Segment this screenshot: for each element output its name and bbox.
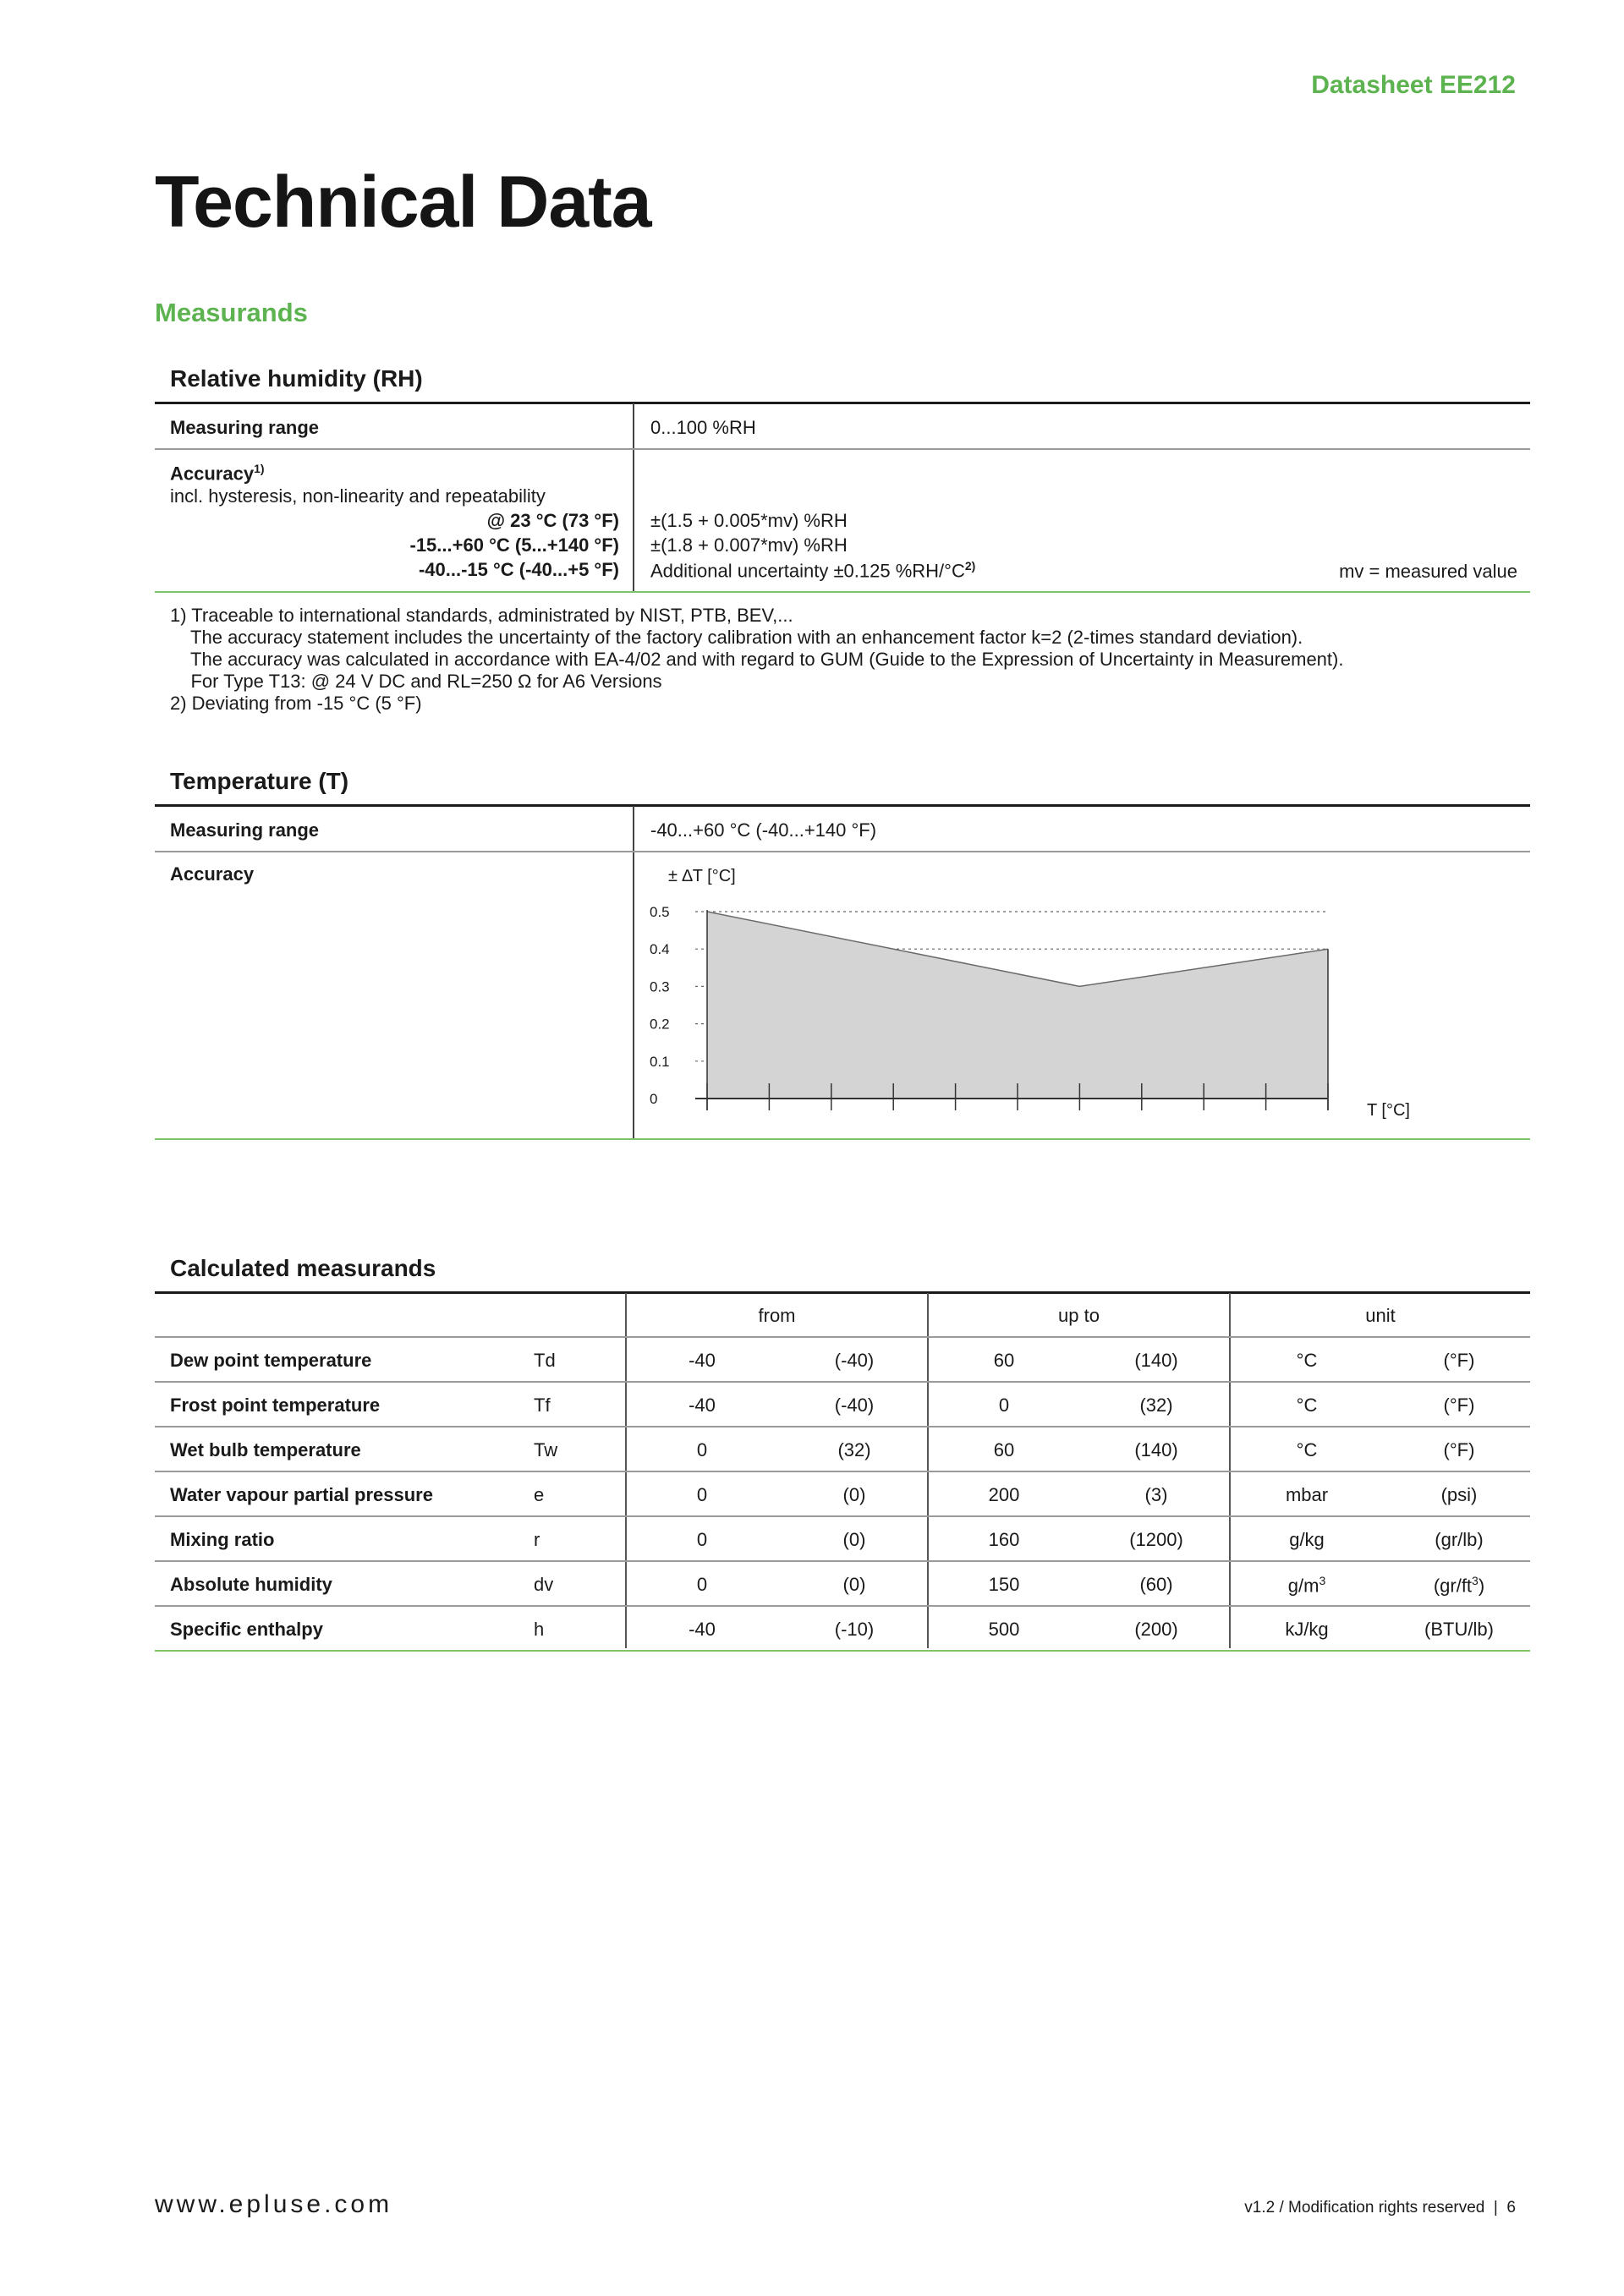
calc-row-unit: kJ/kg <box>1285 1619 1329 1640</box>
chart-y-tick-label: 0.2 <box>650 1016 670 1033</box>
section-title: Measurands <box>155 298 308 327</box>
calc-header-rule <box>155 1336 1530 1338</box>
calc-row-from-f: (-10) <box>834 1619 875 1640</box>
calc-row-name: Dew point temperature <box>170 1350 372 1371</box>
chart-y-tick-label: 0 <box>650 1091 658 1107</box>
calc-row-unit: °C <box>1296 1395 1318 1416</box>
calc-row-rule <box>155 1471 1530 1472</box>
footer-revision: v1.2 / Modification rights reserved | 6 <box>1244 2199 1516 2217</box>
calc-row-upto-f: (140) <box>1134 1439 1178 1460</box>
calc-row-upto: 60 <box>993 1350 1015 1371</box>
calc-row-unit: mbar <box>1285 1484 1329 1505</box>
temp-heading: Temperature (T) <box>170 768 349 794</box>
calc-row-upto: 0 <box>998 1395 1010 1416</box>
calc-row-symbol: dv <box>534 1574 554 1595</box>
calc-row-from: 0 <box>696 1574 708 1595</box>
calc-row-upto-f: (3) <box>1144 1484 1168 1505</box>
calc-row-from-f: (0) <box>842 1484 866 1505</box>
calc-row-from: 0 <box>696 1439 708 1460</box>
rh-footnote-4: For Type T13: @ 24 V DC and RL=250 Ω for A6 Versions <box>170 671 662 692</box>
calc-row-upto-f: (60) <box>1139 1574 1173 1595</box>
calc-row-from: -40 <box>689 1350 716 1371</box>
calc-row-unit-f: (°F) <box>1443 1350 1475 1371</box>
calc-row-from-f: (-40) <box>834 1350 875 1371</box>
calc-row-unit-f: $(gr/ft^3)$ <box>1433 1574 1485 1597</box>
temp-row-rule <box>155 851 1530 852</box>
calc-heading: Calculated measurands <box>170 1255 436 1281</box>
rh-row-rule <box>155 448 1530 450</box>
rh-value-1: ±(1.5 + 0.005*mv) %RH <box>650 510 848 531</box>
calc-row-unit-f: (°F) <box>1443 1395 1475 1416</box>
calc-row-from: 0 <box>696 1529 708 1550</box>
rh-footnote-1: 1) Traceable to international standards, administrated by NIST, PTB, BEV,... <box>170 605 793 626</box>
chart-y-tick-label: 0.1 <box>650 1053 670 1070</box>
calc-row-rule <box>155 1515 1530 1517</box>
rh-footnote-5: 2) Deviating from -15 °C (5 °F) <box>170 693 422 714</box>
document-reference: Datasheet EE212 <box>1311 71 1516 99</box>
calc-row-unit-f: (°F) <box>1443 1439 1475 1460</box>
calc-row-upto-f: (1200) <box>1129 1529 1183 1550</box>
calc-row-from-f: (0) <box>842 1574 866 1595</box>
calc-row-rule <box>155 1650 1530 1652</box>
chart-y-tick-label: 0.4 <box>650 941 670 958</box>
calc-row-upto: 500 <box>988 1619 1020 1640</box>
rh-column-divider <box>633 403 634 591</box>
calc-row-symbol: e <box>534 1484 545 1505</box>
temp-range-label: Measuring range <box>170 819 320 841</box>
calc-top-rule <box>155 1291 1530 1294</box>
temp-bottom-rule <box>155 1138 1530 1140</box>
calc-row-rule <box>155 1426 1530 1427</box>
rh-mv-note: mv = measured value <box>1339 561 1517 582</box>
calc-row-unit: °C <box>1296 1350 1318 1371</box>
temp-top-rule <box>155 804 1530 807</box>
temperature-accuracy-chart <box>643 863 1455 1133</box>
calc-col-upto: up to <box>1058 1305 1100 1326</box>
calc-row-from-f: (-40) <box>834 1395 875 1416</box>
calc-row-upto-f: (32) <box>1139 1395 1173 1416</box>
rh-range-label: Measuring range <box>170 417 320 438</box>
rh-value-3: Additional uncertainty ±0.125 $\%RH/^\circ C^{2)}$ <box>650 559 976 582</box>
chart-y-axis-label: ± ∆T [°C] <box>668 867 736 885</box>
calc-row-rule <box>155 1381 1530 1383</box>
page-title: Technical Data <box>155 162 651 243</box>
chart-accuracy-area <box>707 912 1328 1099</box>
calc-row-name: Mixing ratio <box>170 1529 275 1550</box>
calc-row-rule <box>155 1605 1530 1607</box>
calc-row-symbol: h <box>534 1619 545 1640</box>
calc-col-from: from <box>758 1305 796 1326</box>
calc-col-unit: unit <box>1365 1305 1396 1326</box>
calc-row-from-f: (32) <box>837 1439 871 1460</box>
calc-row-unit-f: (gr/lb) <box>1435 1529 1484 1550</box>
calc-row-symbol: Td <box>534 1350 556 1371</box>
rh-range-value: 0...100 %RH <box>650 417 756 438</box>
calc-row-symbol: Tw <box>534 1439 558 1460</box>
calc-row-name: Specific enthalpy <box>170 1619 323 1640</box>
calc-row-name: Water vapour partial pressure <box>170 1484 433 1505</box>
calc-row-name: Frost point temperature <box>170 1395 381 1416</box>
calc-row-name: Wet bulb temperature <box>170 1439 361 1460</box>
calc-row-unit-f: (BTU/lb) <box>1424 1619 1494 1640</box>
rh-accuracy-label: Accuracy$^{1)}$ <box>170 462 265 485</box>
rh-accuracy-subtitle: incl. hysteresis, non-linearity and repeatability <box>170 485 546 507</box>
calc-row-upto: 200 <box>988 1484 1020 1505</box>
calc-row-name: Absolute humidity <box>170 1574 332 1595</box>
rh-heading: Relative humidity (RH) <box>170 365 423 392</box>
calc-row-from: -40 <box>689 1619 716 1640</box>
rh-value-2: ±(1.8 + 0.007*mv) %RH <box>650 534 848 556</box>
temp-accuracy-label: Accuracy <box>170 863 255 885</box>
rh-top-rule <box>155 402 1530 404</box>
chart-y-tick-label: 0.5 <box>650 904 670 920</box>
calc-row-symbol: r <box>534 1529 540 1550</box>
rh-condition-1: @ 23 °C (73 °F) <box>486 510 619 531</box>
chart-x-axis-label: T [°C] <box>1367 1101 1410 1120</box>
rh-condition-3: -40...-15 °C (-40...+5 °F) <box>418 559 619 580</box>
chart-y-tick-label: 0.3 <box>650 978 670 995</box>
calc-row-unit: $g/m^3$ <box>1287 1574 1326 1597</box>
rh-bottom-rule <box>155 591 1530 593</box>
calc-row-upto: 60 <box>993 1439 1015 1460</box>
calc-row-from: -40 <box>689 1395 716 1416</box>
calc-row-unit: °C <box>1296 1439 1318 1460</box>
rh-footnote-3: The accuracy was calculated in accordance with EA-4/02 and with regard to GUM (Guide to the Expression of Uncertainty in Measurement). <box>170 649 1344 670</box>
calc-row-from-f: (0) <box>842 1529 866 1550</box>
rh-condition-2: -15...+60 °C (5...+140 °F) <box>409 534 619 556</box>
calc-row-upto: 150 <box>988 1574 1020 1595</box>
calc-row-unit: g/kg <box>1289 1529 1325 1550</box>
calc-row-from: 0 <box>696 1484 708 1505</box>
footer-website[interactable]: www.epluse.com <box>155 2190 393 2218</box>
calc-row-upto-f: (140) <box>1134 1350 1178 1371</box>
calc-row-upto-f: (200) <box>1134 1619 1178 1640</box>
temp-range-value: -40...+60 °C (-40...+140 °F) <box>650 819 877 841</box>
calc-row-unit-f: (psi) <box>1440 1484 1478 1505</box>
calc-row-rule <box>155 1560 1530 1562</box>
temp-column-divider <box>633 806 634 1138</box>
calc-row-upto: 160 <box>988 1529 1020 1550</box>
rh-footnote-2: The accuracy statement includes the uncertainty of the factory calibration with an enhancement factor k=2 (2-times standard deviation). <box>170 627 1303 648</box>
calc-row-symbol: Tf <box>534 1395 551 1416</box>
